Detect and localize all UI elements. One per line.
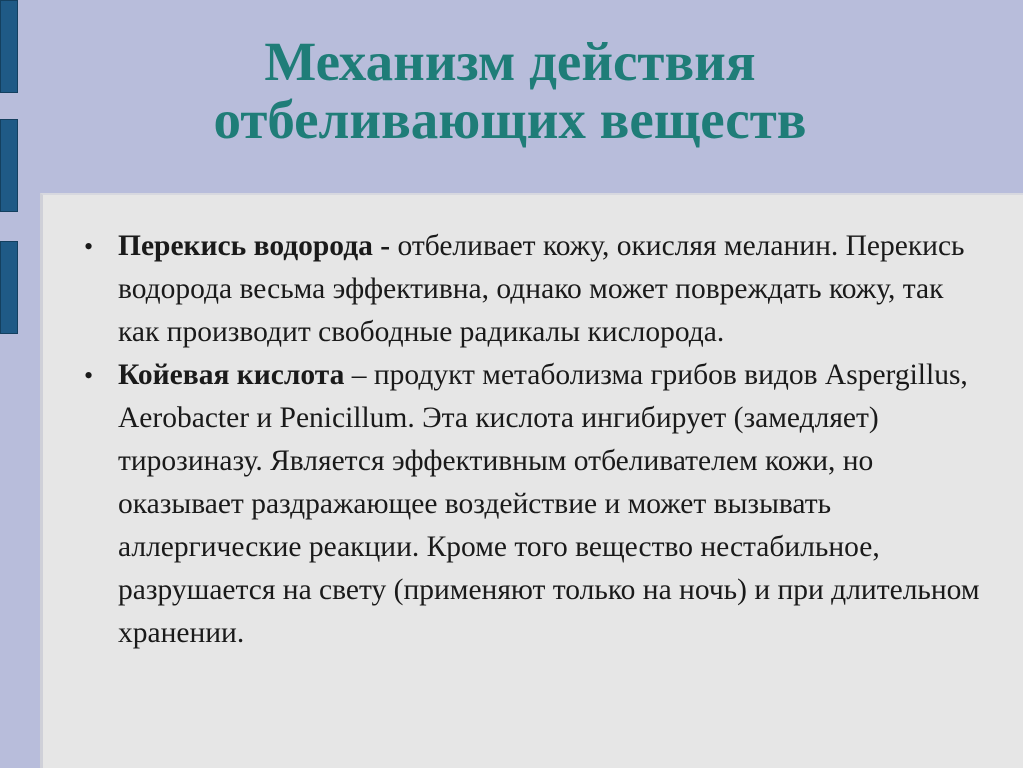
slide-title	[60, 33, 960, 149]
bullet-term: Койевая кислота	[118, 359, 345, 391]
bullet-term: Перекись водорода -	[118, 230, 391, 262]
slide-title-line-1: Механизм действия	[264, 31, 756, 92]
bullet-text: отбеливает кожу, окисляя меланин. Перекись водорода весьма эффективна, однако может повреждать кожу, так как производит свободные радикалы кислорода.	[118, 230, 965, 348]
side-bar-decoration	[0, 241, 18, 334]
bullet-text: – продукт метаболизма грибов видов Aspergillus, Aerobacter и Penicillum. Эта кислота ингибирует (замедляет) тирозиназу. Является эффективным отбеливателем кожи, но оказывает раздражающее воздействие и может вызывать аллергические реакции. Кроме того вещество нестабильное, разрушается на свету (применяют только на ночь) и при длительном хранении.	[118, 359, 980, 649]
slide-title-line-2: отбеливающих веществ	[213, 89, 807, 150]
list-item	[78, 225, 988, 354]
bullet-list	[78, 225, 988, 655]
bullet-icon: •	[84, 232, 94, 261]
side-bar-decoration	[0, 0, 18, 93]
side-bar-decoration	[0, 119, 18, 212]
list-item	[78, 354, 988, 655]
bullet-icon: •	[84, 361, 94, 390]
